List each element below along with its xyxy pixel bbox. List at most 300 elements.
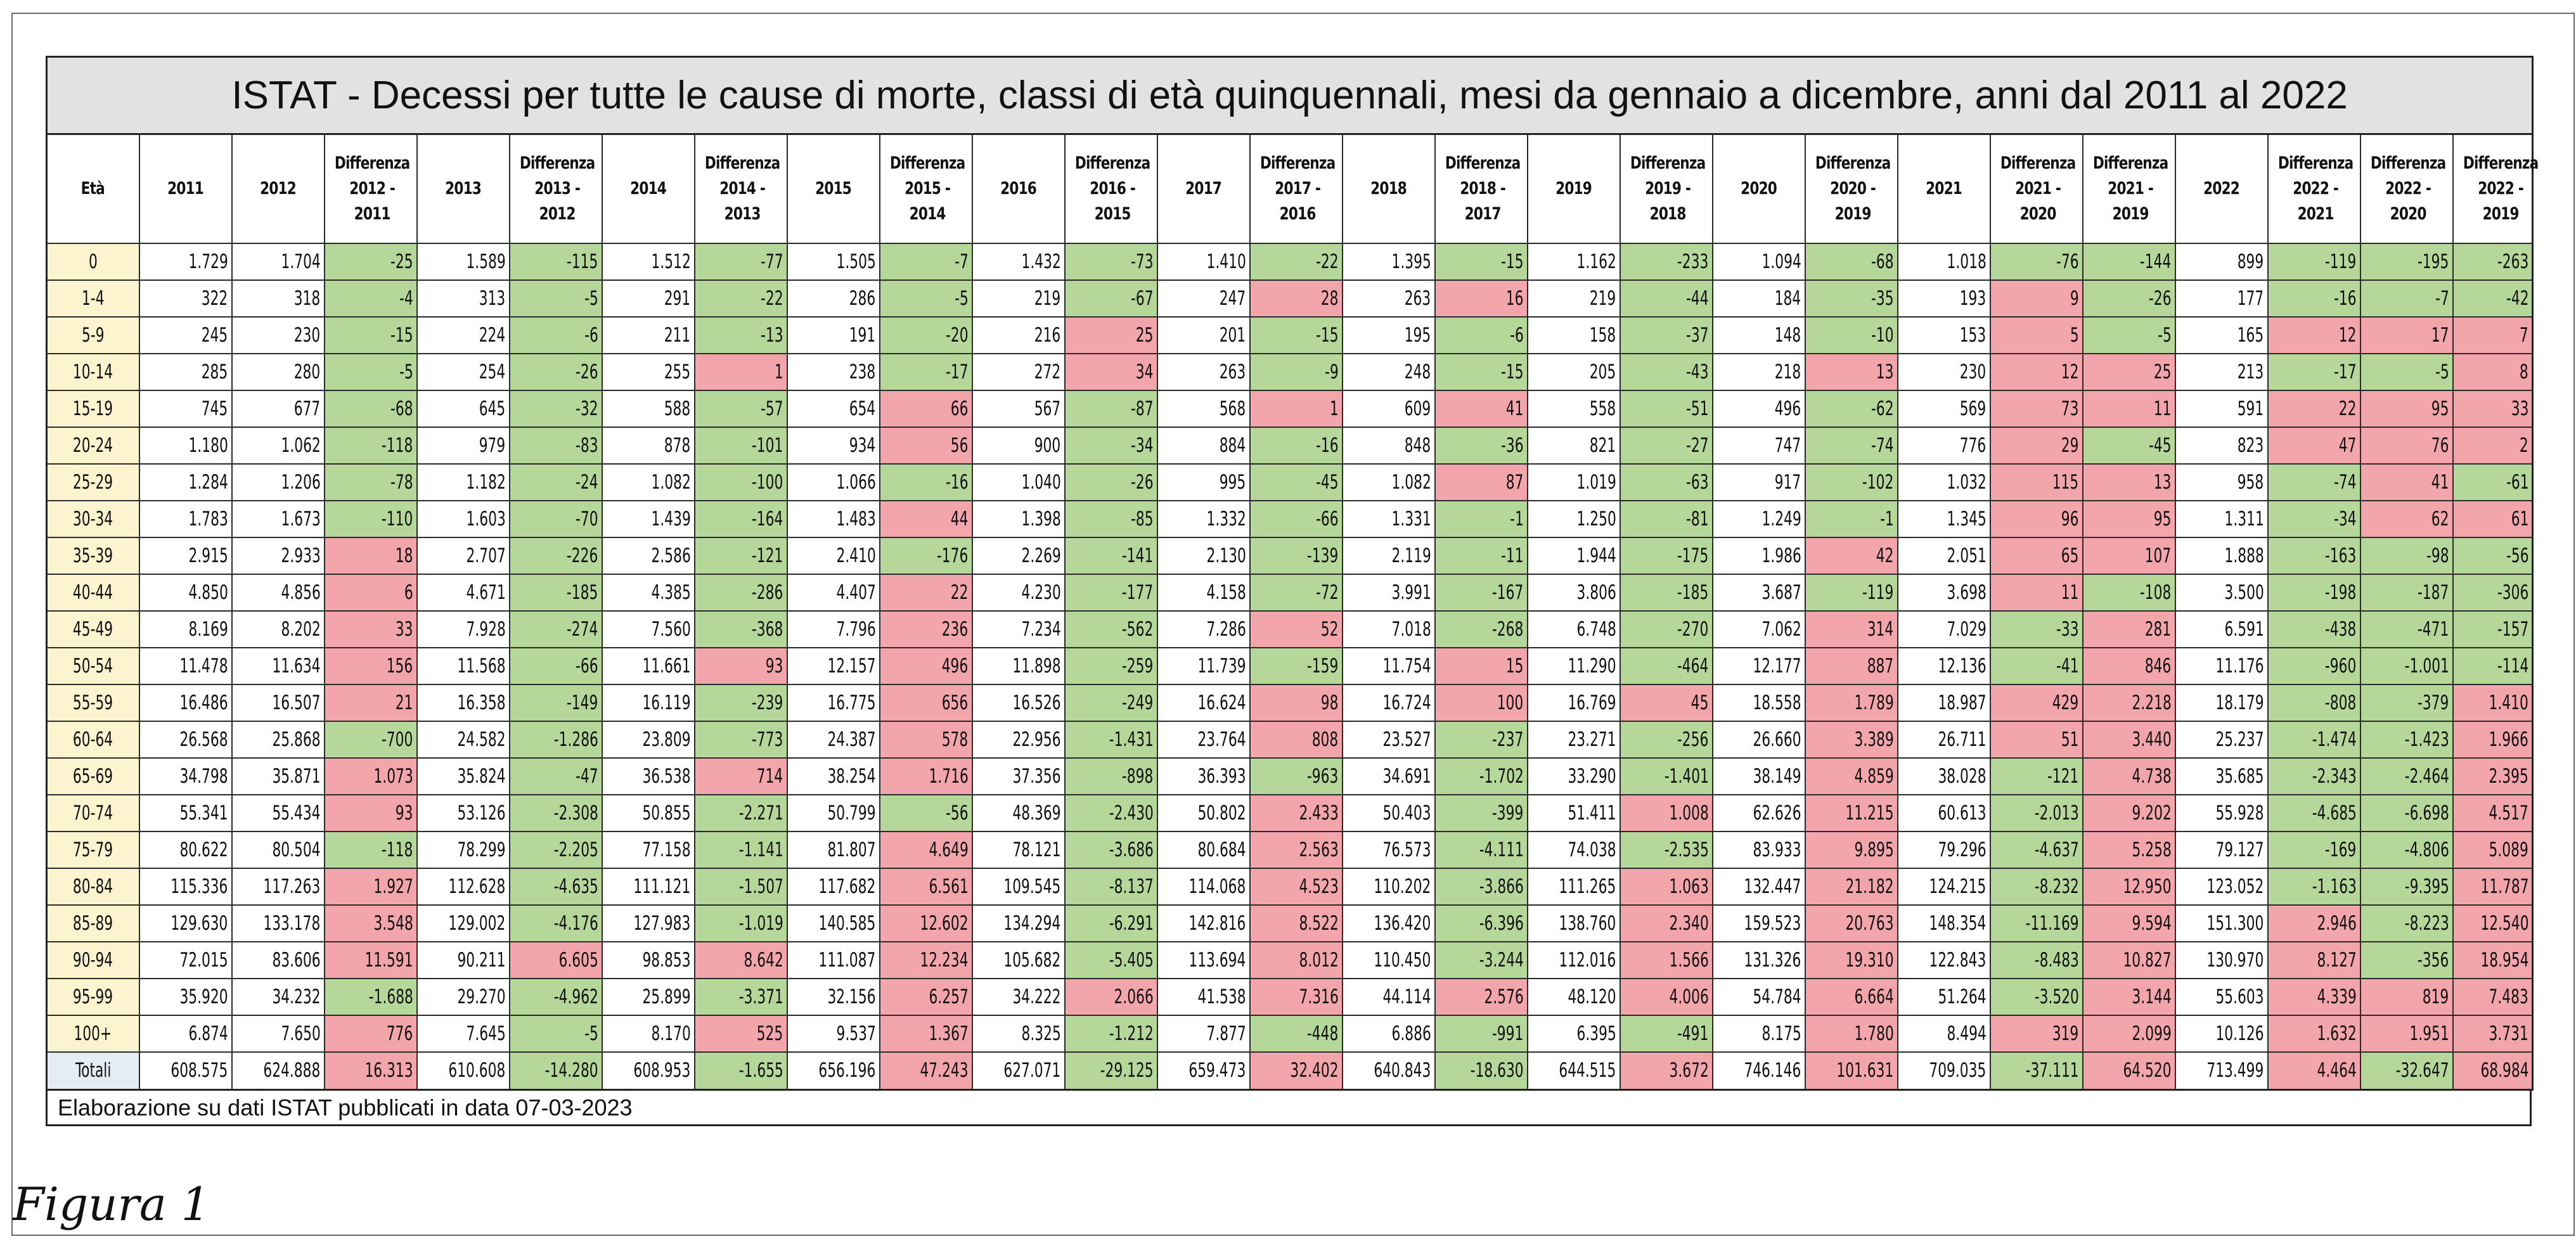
cell-value: -3.866: [1479, 875, 1524, 898]
cell-value: 1.367: [929, 1022, 969, 1045]
deaths-cell: [417, 758, 510, 795]
cell-value: -63: [1685, 470, 1709, 494]
cell-value: 107: [2144, 544, 2172, 567]
cell-value: 16.358: [457, 691, 506, 714]
deaths-cell: [1157, 390, 1250, 427]
difference-cell: [510, 354, 602, 390]
deaths-cell: [2175, 1052, 2268, 1090]
column-header-label: 2019: [1555, 178, 1592, 198]
cell-value: 313: [479, 286, 506, 310]
cell-value: -17: [945, 360, 969, 383]
cell-value: -3.244: [1479, 948, 1524, 972]
cell-value: -4: [399, 286, 413, 310]
difference-cell: [2268, 537, 2360, 574]
cell-value: 7.877: [1206, 1022, 1246, 1045]
deaths-cell: [602, 611, 695, 648]
difference-cell: [1805, 758, 1898, 795]
deaths-cell: [2175, 758, 2268, 795]
deaths-cell: [232, 721, 325, 758]
difference-cell: [2453, 721, 2533, 758]
difference-cell: [325, 354, 417, 390]
deaths-cell: [972, 1015, 1065, 1052]
cell-value: -22: [760, 286, 783, 310]
deaths-cell: [787, 905, 880, 942]
cell-value: -118: [382, 434, 413, 457]
deaths-cell: [139, 574, 232, 611]
cell-value: 627.071: [1003, 1059, 1061, 1082]
cell-value: 79.296: [1938, 838, 1987, 861]
difference-cell: [1620, 390, 1713, 427]
deaths-cell: [1343, 721, 1435, 758]
table-body: [47, 243, 2533, 1090]
cell-value: 12: [2061, 360, 2079, 383]
difference-cell: [2453, 243, 2533, 280]
cell-value: -8.137: [1109, 875, 1154, 898]
cell-value: 98.853: [642, 948, 691, 972]
difference-cell: [1435, 1052, 1528, 1090]
cell-value: -256: [1677, 728, 1709, 751]
cell-value: -26: [575, 360, 598, 383]
cell-value: 2.563: [1299, 838, 1339, 861]
cell-value: 32.402: [1290, 1059, 1339, 1082]
cell-value: 11.568: [457, 654, 506, 678]
cell-value: 61: [2511, 507, 2529, 530]
difference-cell: [2083, 574, 2175, 611]
difference-cell: [1805, 243, 1898, 280]
deaths-cell: [232, 795, 325, 832]
cell-value: -438: [2325, 617, 2357, 641]
difference-cell: [2268, 354, 2360, 390]
cell-value: 7.286: [1206, 617, 1246, 641]
cell-value: 1: [1329, 397, 1339, 420]
cell-value: 9.537: [836, 1022, 876, 1045]
cell-value: 64.520: [2123, 1059, 2172, 1082]
cell-value: -3.371: [738, 985, 783, 1008]
cell-value: 285: [201, 360, 228, 383]
cell-value: -2.205: [553, 838, 598, 861]
deaths-cell: [972, 979, 1065, 1015]
difference-cell: [1620, 280, 1713, 317]
deaths-cell: [1713, 942, 1805, 979]
deaths-cell: [1898, 684, 1990, 721]
difference-cell: [510, 832, 602, 868]
deaths-cell: [417, 684, 510, 721]
column-header-label: 2018: [1370, 178, 1407, 198]
difference-cell: [1805, 648, 1898, 684]
difference-cell: [325, 979, 417, 1015]
deaths-cell: [972, 427, 1065, 464]
cell-value: 12.234: [920, 948, 969, 972]
deaths-cell: [232, 611, 325, 648]
cell-value: 4.738: [2132, 764, 2172, 788]
difference-cell: [1620, 905, 1713, 942]
cell-value: 51: [2061, 728, 2079, 751]
cell-value: -2.430: [1109, 801, 1154, 825]
cell-value: -61: [2506, 470, 2529, 494]
deaths-cell: [1898, 979, 1990, 1015]
cell-value: 224: [479, 323, 506, 347]
deaths-cell: [1713, 317, 1805, 354]
deaths-cell: [417, 427, 510, 464]
cell-value: -1.423: [2404, 728, 2449, 751]
cell-value: -24: [575, 470, 598, 494]
difference-cell: [1065, 1052, 1157, 1090]
cell-value: 1.704: [281, 250, 321, 273]
difference-cell: [1065, 795, 1157, 832]
deaths-cell: [1528, 354, 1620, 390]
difference-cell: [1250, 427, 1343, 464]
cell-value: -15: [1315, 323, 1339, 347]
cell-value: 1.180: [188, 434, 228, 457]
cell-value: 3.144: [2132, 985, 2172, 1008]
deaths-cell: [1713, 537, 1805, 574]
difference-cell: [1065, 942, 1157, 979]
deaths-cell: [972, 684, 1065, 721]
cell-value: 110.450: [1374, 948, 1431, 972]
cell-value: 34: [1135, 360, 1154, 383]
cell-value: 219: [1589, 286, 1616, 310]
difference-cell: [695, 905, 787, 942]
deaths-cell: [1528, 868, 1620, 905]
deaths-cell: [1343, 758, 1435, 795]
cell-value: 1.716: [929, 764, 969, 788]
difference-cell: [880, 1052, 972, 1090]
table-row: [47, 795, 2533, 832]
table-row: [47, 684, 2533, 721]
cell-value: -960: [2325, 654, 2357, 678]
cell-value: 848: [1404, 434, 1431, 457]
difference-cell: [1250, 648, 1343, 684]
cell-value: 2: [2520, 434, 2529, 457]
cell-value: -2.013: [2034, 801, 2079, 825]
cell-value: 8: [2520, 360, 2529, 383]
cell-value: 656.196: [818, 1059, 876, 1082]
difference-cell: [1990, 280, 2083, 317]
difference-cell: [695, 537, 787, 574]
column-header-label: 2012: [260, 178, 296, 198]
cell-value: -259: [1122, 654, 1154, 678]
cell-value: 238: [849, 360, 876, 383]
difference-cell: [1065, 390, 1157, 427]
difference-cell: [2360, 280, 2453, 317]
cell-value: -15: [390, 323, 413, 347]
cell-value: 78.299: [457, 838, 506, 861]
deaths-cell: [1343, 243, 1435, 280]
cell-value: 16.486: [179, 691, 228, 714]
difference-cell: [2268, 501, 2360, 537]
difference-cell: [1805, 354, 1898, 390]
deaths-cell: [787, 354, 880, 390]
cell-value: -32.647: [2395, 1059, 2449, 1082]
cell-value: -108: [2140, 581, 2172, 604]
deaths-cell: [602, 868, 695, 905]
difference-cell: [2360, 574, 2453, 611]
cell-value: 1.063: [1669, 875, 1709, 898]
cell-value: -72: [1315, 581, 1339, 604]
difference-cell: [2268, 868, 2360, 905]
deaths-cell: [602, 1052, 695, 1090]
deaths-cell: [1528, 390, 1620, 427]
deaths-cell: [1898, 537, 1990, 574]
difference-cell: [2360, 464, 2453, 501]
deaths-cell: [1898, 464, 1990, 501]
cell-value: 11.661: [642, 654, 691, 678]
table-row: [47, 979, 2533, 1015]
cell-value: -1.688: [368, 985, 413, 1008]
cell-value: 127.983: [633, 911, 691, 935]
cell-value: 77.158: [642, 838, 691, 861]
age-class-cell: [47, 758, 139, 795]
deaths-cell: [787, 611, 880, 648]
difference-cell: [2360, 942, 2453, 979]
difference-cell: [510, 427, 602, 464]
cell-value: 56: [950, 434, 969, 457]
column-header-label: 2013: [445, 178, 481, 198]
difference-cell: [325, 427, 417, 464]
cell-value: -14.280: [544, 1059, 598, 1082]
difference-cell: [510, 537, 602, 574]
cell-value: -44: [1685, 286, 1709, 310]
difference-cell: [2453, 611, 2533, 648]
column-header-label: 2014: [630, 178, 666, 198]
cell-value: -195: [2418, 250, 2449, 273]
difference-cell: [1250, 979, 1343, 1015]
deaths-cell: [2175, 1015, 2268, 1052]
difference-cell: [1990, 354, 2083, 390]
cell-value: -5: [2157, 323, 2172, 347]
difference-cell: [1435, 684, 1528, 721]
deaths-cell: [232, 280, 325, 317]
cell-value: 29.270: [457, 985, 506, 1008]
cell-value: -274: [567, 617, 598, 641]
difference-cell: [325, 758, 417, 795]
deaths-cell: [972, 464, 1065, 501]
cell-value: -4.806: [2404, 838, 2449, 861]
cell-value: 21: [395, 691, 413, 714]
deaths-cell: [417, 501, 510, 537]
difference-cell: [1435, 390, 1528, 427]
cell-value: 1.284: [188, 470, 228, 494]
cell-value: 2.946: [2317, 911, 2357, 935]
cell-value: 35-39: [73, 544, 113, 567]
deaths-cell: [417, 905, 510, 942]
difference-cell: [325, 795, 417, 832]
cell-value: 55.341: [179, 801, 228, 825]
difference-cell: [1620, 464, 1713, 501]
cell-value: -68: [1871, 250, 1894, 273]
cell-value: 11: [2061, 581, 2079, 604]
difference-cell: [695, 1052, 787, 1090]
cell-value: -17: [2333, 360, 2357, 383]
cell-value: 114.068: [1188, 875, 1246, 898]
cell-value: 247: [1219, 286, 1246, 310]
difference-cell: [2360, 317, 2453, 354]
difference-cell: [2268, 942, 2360, 979]
cell-value: 821: [1589, 434, 1616, 457]
cell-value: 35.685: [2215, 764, 2264, 788]
cell-value: 917: [1774, 470, 1801, 494]
cell-value: 165: [2237, 323, 2264, 347]
cell-value: 3.698: [1947, 581, 1987, 604]
difference-cell: [1620, 795, 1713, 832]
cell-value: -100: [752, 470, 783, 494]
difference-cell: [510, 758, 602, 795]
difference-cell: [2083, 1015, 2175, 1052]
cell-value: -119: [2325, 250, 2357, 273]
cell-value: 1.332: [1206, 507, 1246, 530]
cell-value: 884: [1219, 434, 1246, 457]
cell-value: 8.012: [1299, 948, 1339, 972]
difference-cell: [325, 317, 417, 354]
age-class-cell: [47, 648, 139, 684]
cell-value: 33: [2511, 397, 2529, 420]
column-header: [1620, 134, 1713, 243]
cell-value: 709.035: [1929, 1059, 1987, 1082]
cell-value: -77: [760, 250, 783, 273]
cell-value: -176: [937, 544, 969, 567]
difference-cell: [1065, 611, 1157, 648]
column-header: [972, 134, 1065, 243]
cell-value: -5: [954, 286, 969, 310]
table-row: [47, 317, 2533, 354]
cell-value: -16: [1315, 434, 1339, 457]
cell-value: -8.232: [2034, 875, 2079, 898]
cell-value: 74.038: [1568, 838, 1616, 861]
difference-cell: [2083, 537, 2175, 574]
cell-value: 1.432: [1021, 250, 1061, 273]
table-row: [47, 942, 2533, 979]
deaths-cell: [1713, 905, 1805, 942]
table-row: [47, 611, 2533, 648]
difference-cell: [2453, 537, 2533, 574]
deaths-cell: [417, 611, 510, 648]
cell-value: 609: [1404, 397, 1431, 420]
deaths-cell: [787, 280, 880, 317]
difference-cell: [1990, 942, 2083, 979]
cell-value: 13: [1876, 360, 1894, 383]
deaths-cell: [602, 501, 695, 537]
cell-value: 50.802: [1197, 801, 1246, 825]
difference-cell: [2360, 243, 2453, 280]
column-header: [2453, 134, 2538, 243]
difference-cell: [1435, 758, 1528, 795]
deaths-cell: [1157, 721, 1250, 758]
cell-value: 3.731: [2489, 1022, 2529, 1045]
cell-value: 4.407: [836, 581, 876, 604]
age-class-cell: [47, 243, 139, 280]
cell-value: -83: [575, 434, 598, 457]
cell-value: 8.494: [1947, 1022, 1987, 1045]
cell-value: 2.218: [2132, 691, 2172, 714]
cell-value: 608.953: [633, 1059, 691, 1082]
cell-value: 1.019: [1576, 470, 1616, 494]
difference-cell: [1990, 868, 2083, 905]
cell-value: 846: [2144, 654, 2172, 678]
cell-value: 25.237: [2215, 728, 2264, 751]
cell-value: -237: [1492, 728, 1524, 751]
cell-value: 100+: [74, 1022, 112, 1045]
deaths-cell: [1343, 427, 1435, 464]
cell-value: 129.630: [171, 911, 228, 935]
cell-value: 6.561: [929, 875, 969, 898]
cell-value: 109.545: [1003, 875, 1061, 898]
cell-value: 66: [950, 397, 969, 420]
cell-value: 2.395: [2489, 764, 2529, 788]
cell-value: -1.702: [1479, 764, 1524, 788]
deaths-cell: [417, 574, 510, 611]
cell-value: 211: [664, 323, 691, 347]
cell-value: -74: [1871, 434, 1894, 457]
cell-value: 2.051: [1947, 544, 1987, 567]
cell-value: 254: [479, 360, 506, 383]
cell-value: 68.984: [2480, 1059, 2529, 1082]
cell-value: -3.520: [2034, 985, 2079, 1008]
cell-value: 7.645: [466, 1022, 506, 1045]
difference-cell: [1990, 464, 2083, 501]
cell-value: 28: [1320, 286, 1339, 310]
cell-value: 1.094: [1761, 250, 1801, 273]
difference-cell: [510, 1015, 602, 1052]
cell-value: 7: [2520, 323, 2529, 347]
cell-value: 96: [2061, 507, 2079, 530]
cell-value: 18: [395, 544, 413, 567]
cell-value: 4.859: [1854, 764, 1894, 788]
deaths-cell: [1157, 979, 1250, 1015]
difference-cell: [2083, 832, 2175, 868]
difference-cell: [1065, 464, 1157, 501]
difference-cell: [1250, 390, 1343, 427]
cell-value: 1.729: [188, 250, 228, 273]
cell-value: -11.169: [2025, 911, 2079, 935]
cell-value: 25.899: [642, 985, 691, 1008]
cell-value: 133.178: [263, 911, 321, 935]
cell-value: 3.440: [2132, 728, 2172, 751]
cell-value: 808: [1311, 728, 1339, 751]
cell-value: -78: [390, 470, 413, 494]
difference-cell: [1065, 832, 1157, 868]
deaths-cell: [1898, 832, 1990, 868]
cell-value: -4.685: [2312, 801, 2357, 825]
deaths-cell: [1713, 979, 1805, 1015]
difference-cell: [1620, 427, 1713, 464]
difference-cell: [1435, 317, 1528, 354]
deaths-cell: [1528, 317, 1620, 354]
deaths-cell: [1713, 354, 1805, 390]
cell-value: 8.325: [1021, 1022, 1061, 1045]
cell-value: 138.760: [1559, 911, 1616, 935]
difference-cell: [2268, 1015, 2360, 1052]
deaths-cell: [232, 905, 325, 942]
difference-cell: [1435, 979, 1528, 1015]
difference-cell: [1250, 611, 1343, 648]
deaths-table-container: [46, 56, 2538, 1126]
deaths-cell: [602, 243, 695, 280]
deaths-cell: [2175, 979, 2268, 1015]
difference-cell: [1435, 427, 1528, 464]
cell-value: -7: [2435, 286, 2449, 310]
difference-cell: [1065, 721, 1157, 758]
deaths-cell: [2175, 537, 2268, 574]
difference-cell: [2083, 280, 2175, 317]
table-row: [47, 721, 2533, 758]
cell-value: -1.286: [553, 728, 598, 751]
difference-cell: [1065, 648, 1157, 684]
cell-value: -356: [2418, 948, 2449, 972]
deaths-cell: [417, 317, 510, 354]
cell-value: 80-84: [73, 875, 113, 898]
cell-value: -1.212: [1109, 1022, 1154, 1045]
cell-value: 123.052: [2206, 875, 2264, 898]
